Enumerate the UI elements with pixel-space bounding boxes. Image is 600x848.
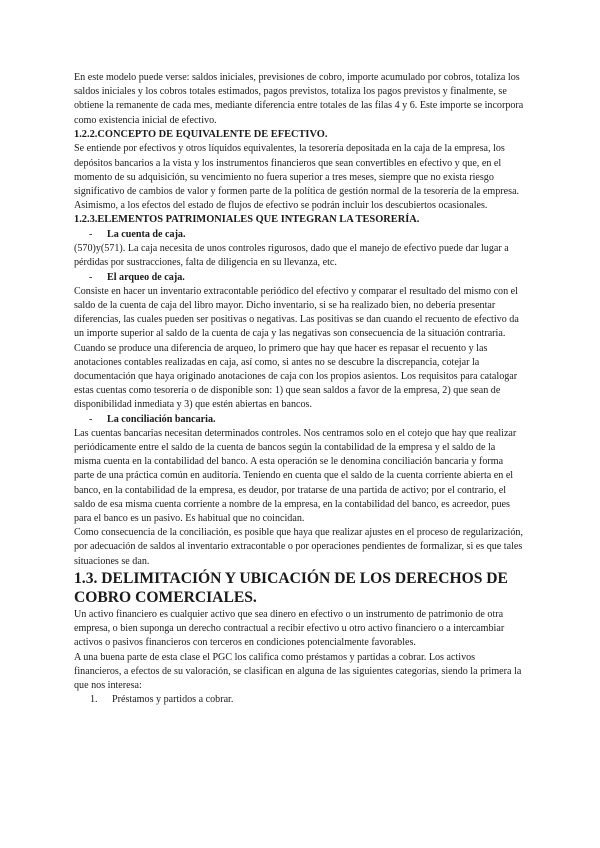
bullet-label: La cuenta de caja.: [107, 229, 186, 241]
bullet-cash-account: [74, 228, 524, 242]
paragraph-cash-count: Consiste en hacer un inventario extracontable periódico del efectivo y comparar el resultado del mismo con el saldo de la cuenta de caja del libro mayor. Dicho inventario, si se ha realizado bien, no debería presentar diferencias, las cuales pueden ser positivas o negativas. Las positivas se dan cuando el recuento de efectivo da un importe superior al saldo de la cuenta de caja y las negativas son consecuencia de la situación contraria.: [74, 285, 519, 340]
heading-receivables: 1.3. DELIMITACIÓN Y UBICACIÓN DE LOS DERECHOS DE COBRO COMERCIALES.: [74, 569, 508, 607]
heading-treasury-elements: 1.2.3.ELEMENTOS PATRIMONIALES QUE INTEGRAN LA TESORERÍA.: [74, 214, 420, 226]
paragraph-pgc-categories: A una buena parte de esta clase el PGC los califica como préstamos y partidas a cobrar. Los activos financieros, a efectos de su valoración, se clasifican en alguna de las siguientes categorías, siendo la primera la que nos interesa:: [74, 651, 522, 692]
paragraph-reconciliation-adjustments: Como consecuencia de la conciliación, es posible que haya que realizar ajustes en el proceso de regularización, por adecuación de saldos al inventario extracontable o por operaciones pendientes de formalizar, si es que tales situaciones se dan.: [74, 527, 523, 567]
bullet-label: La conciliación bancaria.: [107, 413, 216, 425]
bullet-label: El arqueo de caja.: [107, 271, 185, 283]
heading-cash-equivalent: 1.2.2.CONCEPTO DE EQUIVALENTE DE EFECTIVO.: [74, 128, 328, 140]
bullet-bank-reconciliation: [74, 413, 524, 427]
paragraph-cash-model: En este modelo puede verse: saldos iniciales, previsiones de cobro, importe acumulado por cobros, totaliza los saldos iniciales y los cobros totales estimados, pagos previstos, totaliza los pagos previstos y finalmente, se obtiene la remanente de cada mes, mediante diferencia entre totales de las filas 4 y 6. Este importe se incorpora como existencia inicial de efectivo.: [74, 72, 524, 126]
bullet-cash-count: [74, 271, 524, 285]
paragraph-cash-equivalent: Se entiende por efectivos y otros líquidos equivalentes, la tesorería depositada en la caja de la empresa, los depósitos bancarios a la vista y los instrumentos financieros que sean convertibles en efectivo y que, en el momento de su adquisición, su vencimiento no fuera superior a tres meses, siempre que no exista riesgo significativo de cambios de valor y formen parte de la política de gestión normal de la tesorería de la empresa. Asimismo, a los efectos del estado de flujos de efectivo se podrán incluir los descubiertos ocasionales.: [74, 143, 520, 212]
bullet-mark: -: [89, 271, 93, 283]
paragraph-bank-reconciliation: Las cuentas bancarias necesitan determinados controles. Nos centramos solo en el cotejo que hay que realizar periódicamente entre el saldo de la cuenta de bancos según la contabilidad de la empresa y el saldo de la misma cuenta en la contabilidad del banco. A esta operación se le denomina conciliación bancaria y forma parte de una práctica común en auditoría. Teniendo en cuenta que el saldo de la cuenta corriente abierta en el banco, en la contabilidad de la empresa, es deudor, por tratarse de una partida de activo; por el contrario, el saldo de esa misma cuenta corriente a nombre de la empresa, en la contabilidad del banco, es acreedor, pues para el banco es un pasivo. Es habitual que no coincidan.: [74, 427, 517, 525]
paragraph-financial-asset: Un activo financiero es cualquier activo que sea dinero en efectivo o un instrumento de patrimonio de otra empresa, o bien suponga un derecho contractual a recibir efectivo u otro activo financiero o a intercambiar activos o pasivos financieros con terceros en condiciones potencialmente favorables.: [74, 609, 505, 649]
numbered-item-label: Préstamos y partidos a cobrar.: [112, 694, 234, 706]
paragraph-cash-account: (570)y(571). La caja necesita de unos controles rigurosos, dado que el manejo de efectivo puede dar lugar a pérdidas por sustracciones, falta de diligencia en su llevanza, etc.: [74, 243, 509, 269]
paragraph-count-difference: Cuando se produce una diferencia de arqueo, lo primero que hay que hacer es repasar el recuento y las anotaciones contables realizadas en caja, así como, si antes no se descubre la discrepancia, cotejar la documentación que haya originado anotaciones de caja con los propios asientos. Los requisitos para catalogar estas cuentas como tesorería o de disponible son: 1) que sean saldos a favor de la empresa, 2) que sean de disponibilidad inmediata y 3) que estén abiertas en bancos.: [74, 342, 518, 411]
bullet-mark: -: [89, 229, 93, 241]
number-mark: 1.: [90, 694, 98, 706]
numbered-item-loans: [74, 693, 524, 707]
bullet-mark: -: [89, 413, 93, 425]
